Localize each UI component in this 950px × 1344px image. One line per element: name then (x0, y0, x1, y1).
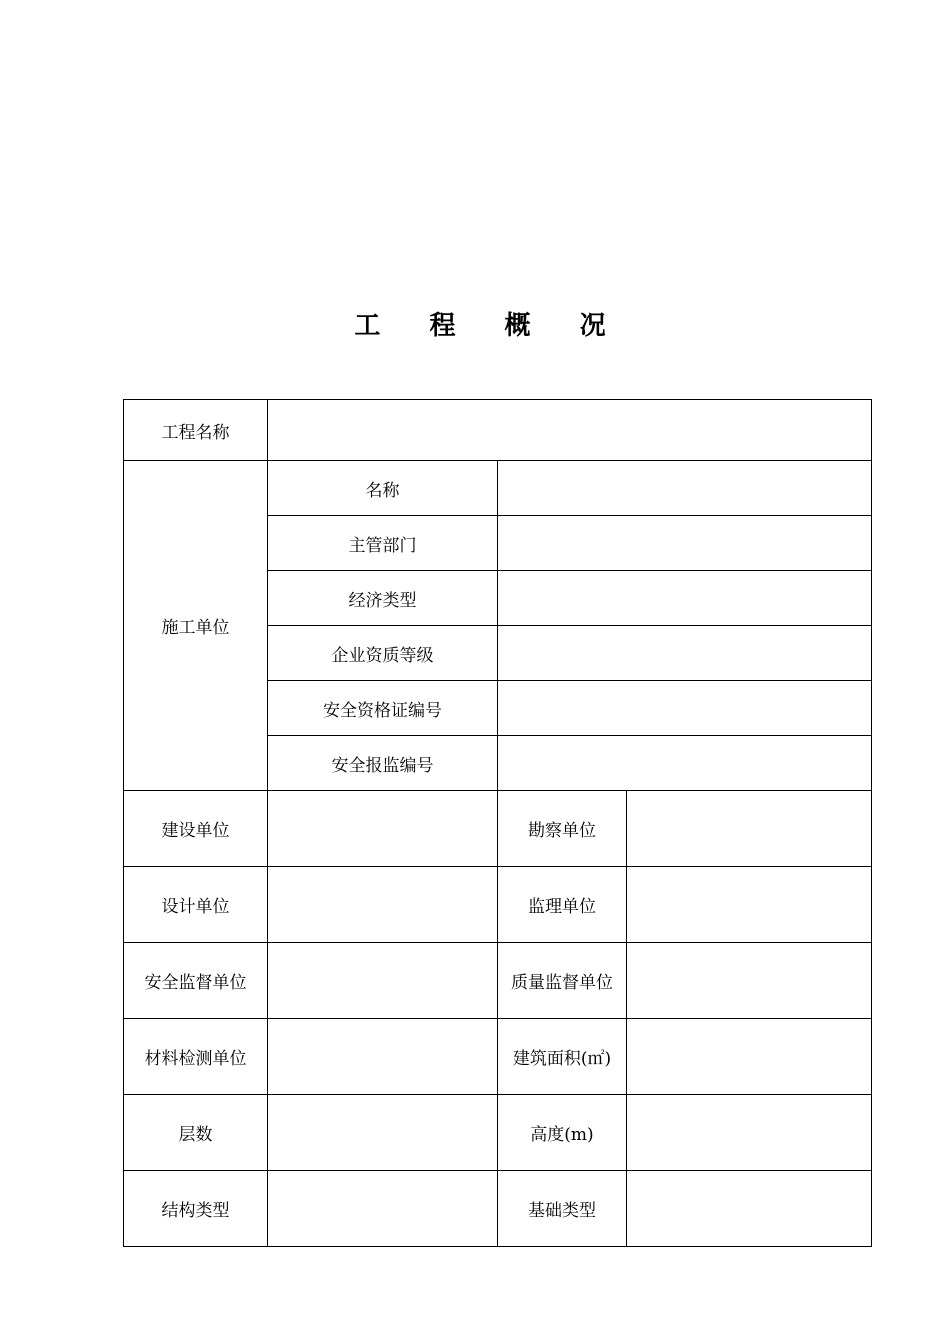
project-overview-table (123, 399, 872, 1247)
table-row (124, 1171, 872, 1247)
height-label: 高度(m) (498, 1095, 627, 1171)
floors-field[interactable] (268, 1095, 498, 1171)
safety-certificate-number-field[interactable] (498, 681, 872, 736)
safety-certificate-number-label: 安全资格证编号 (268, 681, 498, 736)
height-field[interactable] (627, 1095, 872, 1171)
table-row (124, 400, 872, 461)
building-area-field[interactable] (627, 1019, 872, 1095)
table-row (124, 791, 872, 867)
safety-registration-number-label: 安全报监编号 (268, 736, 498, 791)
survey-unit-label: 勘察单位 (498, 791, 627, 867)
design-unit-label: 设计单位 (124, 867, 268, 943)
safety-registration-number-field[interactable] (498, 736, 872, 791)
supervising-department-field[interactable] (498, 516, 872, 571)
supervision-unit-label: 监理单位 (498, 867, 627, 943)
supervision-unit-field[interactable] (627, 867, 872, 943)
qualification-grade-label: 企业资质等级 (268, 626, 498, 681)
quality-supervision-unit-label: 质量监督单位 (498, 943, 627, 1019)
quality-supervision-unit-field[interactable] (627, 943, 872, 1019)
material-testing-unit-field[interactable] (268, 1019, 498, 1095)
structure-type-field[interactable] (268, 1171, 498, 1247)
developer-field[interactable] (268, 791, 498, 867)
contractor-name-label: 名称 (268, 461, 498, 516)
page-title: 工 程 概 况 (354, 311, 626, 341)
foundation-type-field[interactable] (627, 1171, 872, 1247)
safety-supervision-unit-label: 安全监督单位 (124, 943, 268, 1019)
contractor-name-field[interactable] (498, 461, 872, 516)
survey-unit-field[interactable] (627, 791, 872, 867)
table-row (124, 461, 872, 516)
table-row (124, 1095, 872, 1171)
safety-supervision-unit-field[interactable] (268, 943, 498, 1019)
material-testing-unit-label: 材料检测单位 (124, 1019, 268, 1095)
supervising-department-label: 主管部门 (268, 516, 498, 571)
economic-type-label: 经济类型 (268, 571, 498, 626)
structure-type-label: 结构类型 (124, 1171, 268, 1247)
building-area-label: 建筑面积(㎡) (498, 1019, 627, 1095)
table-row (124, 867, 872, 943)
table-row (124, 1019, 872, 1095)
project-name-field[interactable] (268, 400, 872, 461)
developer-label: 建设单位 (124, 791, 268, 867)
floors-label: 层数 (124, 1095, 268, 1171)
design-unit-field[interactable] (268, 867, 498, 943)
table-row (124, 943, 872, 1019)
project-name-label: 工程名称 (124, 400, 268, 461)
qualification-grade-field[interactable] (498, 626, 872, 681)
economic-type-field[interactable] (498, 571, 872, 626)
foundation-type-label: 基础类型 (498, 1171, 627, 1247)
contractor-label: 施工单位 (124, 461, 268, 791)
